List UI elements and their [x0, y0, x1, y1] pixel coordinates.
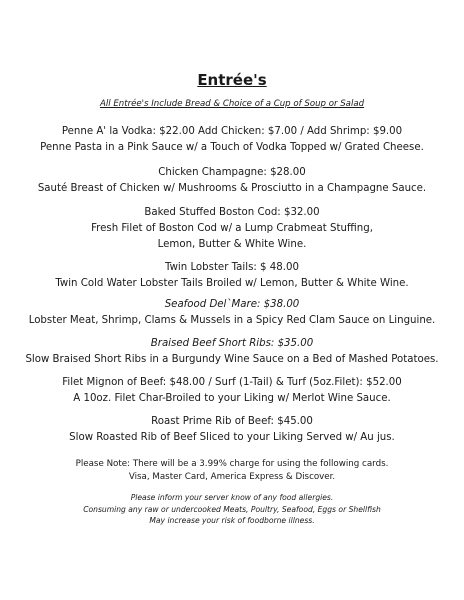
- item-name: Filet Mignon of Beef: $48.00 / Surf (1-Tail) & Turf (5oz.Filet): $52.00: [62, 377, 402, 388]
- menu-item-seafood-del-mare: [6, 297, 458, 329]
- page-subtitle: All Entrée's Include Bread & Choice of a Cup of Soup or Salad: [99, 99, 365, 109]
- item-description-line2: Lemon, Butter & White Wine.: [157, 239, 307, 250]
- item-name: Seafood Del`Mare: $38.00: [164, 299, 300, 310]
- item-name: Penne A' la Vodka: $22.00 Add Chicken: $7.00 / Add Shrimp: $9.00: [61, 126, 403, 137]
- allergy-line: May increase your risk of foodborne illness.: [149, 516, 315, 525]
- menu-item-short-ribs: [6, 336, 458, 368]
- menu-item-chicken-champagne: [6, 165, 458, 197]
- item-description: Slow Roasted Rib of Beef Sliced to your Liking Served w/ Au jus.: [69, 432, 395, 443]
- item-name: Roast Prime Rib of Beef: $45.00: [151, 416, 313, 427]
- allergy-line: Consuming any raw or undercooked Meats, Poultry, Seafood, Eggs or Shellfish: [83, 504, 381, 514]
- page-title: Entrée's: [197, 71, 267, 89]
- item-description: Lobster Meat, Shrimp, Clams & Mussels in a Spicy Red Clam Sauce on Linguine.: [28, 315, 436, 326]
- allergy-notice: [0, 492, 464, 527]
- item-name: Chicken Champagne: $28.00: [158, 167, 306, 178]
- card-surcharge-note: [0, 458, 464, 484]
- menu-item-lobster-tails: [6, 260, 458, 292]
- item-description: Slow Braised Short Ribs in a Burgundy Wine Sauce on a Bed of Mashed Potatoes.: [25, 354, 439, 365]
- note-line: Visa, Master Card, America Express & Discover.: [128, 472, 336, 482]
- note-line: Please Note: There will be a 3.99% charge for using the following cards.: [75, 459, 389, 469]
- item-name: Braised Beef Short Ribs: $35.00: [150, 338, 314, 349]
- menu-item-prime-rib: [6, 414, 458, 446]
- allergy-line: Please inform your server know of any food allergies.: [130, 493, 334, 502]
- item-description: Sauté Breast of Chicken w/ Mushrooms & Prosciutto in a Champagne Sauce.: [37, 183, 427, 194]
- item-description: Twin Cold Water Lobster Tails Broiled w/ Lemon, Butter & White Wine.: [55, 278, 409, 289]
- item-name: Baked Stuffed Boston Cod: $32.00: [144, 207, 320, 218]
- menu-item-baked-cod: [6, 205, 458, 253]
- menu-item-penne: [6, 124, 458, 156]
- item-description: Penne Pasta in a Pink Sauce w/ a Touch of Vodka Topped w/ Grated Cheese.: [40, 142, 424, 153]
- item-description: A 10oz. Filet Char-Broiled to your Liking w/ Merlot Wine Sauce.: [73, 393, 391, 404]
- menu-item-filet-mignon: [6, 375, 458, 407]
- item-name: Twin Lobster Tails: $ 48.00: [165, 262, 299, 273]
- item-description: Fresh Filet of Boston Cod w/ a Lump Crabmeat Stuffing,: [91, 223, 373, 234]
